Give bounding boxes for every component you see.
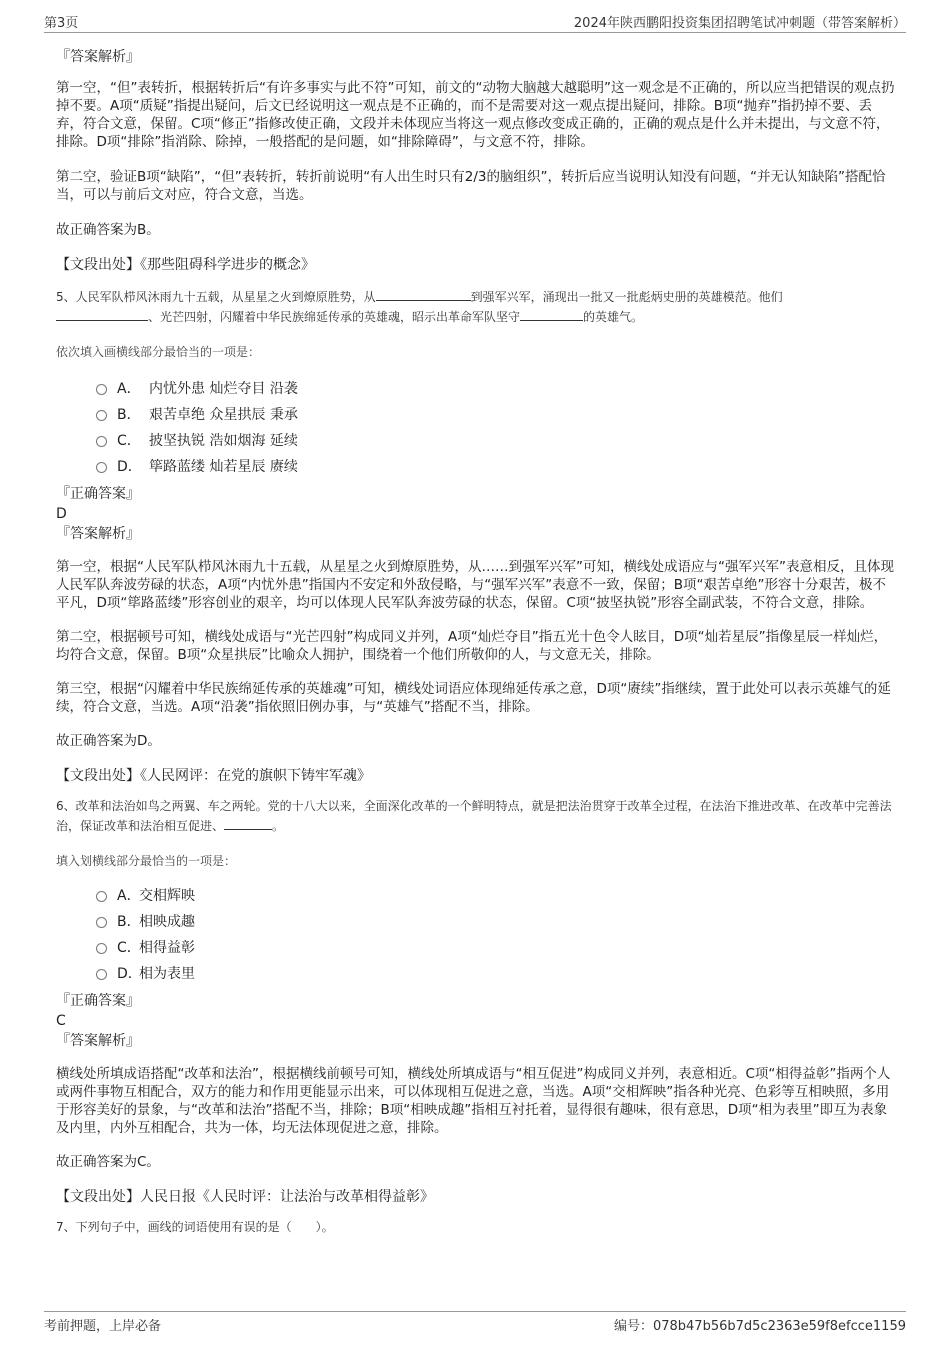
- radio-icon[interactable]: [96, 969, 107, 980]
- correct-answer: D: [56, 506, 67, 522]
- option-d[interactable]: D．相为表里: [96, 961, 896, 987]
- analysis-label: 『答案解析』: [56, 49, 140, 65]
- question-5: [56, 287, 896, 786]
- document-id: 编号：078b47b56b7d5c2363e59f8efcce1159: [613, 1319, 906, 1334]
- conclusion: 故正确答案为C。: [56, 1154, 160, 1170]
- blank-line: [56, 308, 148, 321]
- analysis-paragraph: 第二空，验证B项“缺陷”，“但”表转折，转折前说明“有人出生时只有2/3的脑组织”，转折后应当说明认知没有问题，“并无认知缺陷”搭配恰当，可以与前后文对应，符合文意，当选。: [56, 169, 886, 203]
- analysis-paragraph: 横线处所填成语搭配“改革和法治”，根据横线前顿号可知，横线处所填成语与“相互促进”构成同义并列，表意相近。C项“相得益彰”指两个人或两件事物互相配合，双方的能力和作用更能显示出来，可以体现相互促进之意，当选。A项“交相辉映”指各种光亮、色彩等互相映照，多用于形容美好的景象，与“改革和法治”搭配不当，排除；B项“相映成趣”指相互衬托着，显得很有趣味，很有意思，D项“相为表里”即互为表象及内里，内外互相配合，共为一体，均无法体现促进之意，排除。: [56, 1066, 891, 1136]
- page-header: [44, 10, 906, 33]
- options-list: [56, 376, 896, 480]
- blank-line: [520, 308, 583, 321]
- radio-icon[interactable]: [96, 891, 107, 902]
- conclusion: 故正确答案为B。: [56, 222, 160, 238]
- question-prompt: 填入划横线部分最恰当的一项是：: [56, 854, 237, 868]
- footer-slogan: 考前押题，上岸必备: [44, 1319, 162, 1334]
- question-7-stem: 7、下列句子中，画线的词语使用有误的是（ ）。: [56, 1220, 334, 1234]
- question-4-analysis: [56, 47, 896, 275]
- radio-icon[interactable]: [96, 462, 107, 473]
- question-stem: 5、人民军队栉风沐雨九十五载，从星星之火到燎原胜势，从 到强军兴军，涌现出一批又一批彪炳史册的英雄模范。他们 、光芒四射，闪耀着中华民族绵延传承的英雄魂，昭示出革命军队坚守 的英雄气。: [56, 290, 783, 324]
- correct-answer: C: [56, 1013, 66, 1029]
- option-a[interactable]: A．交相辉映: [96, 883, 896, 909]
- option-c[interactable]: C． 披坚执锐 浩如烟海 延续: [96, 428, 896, 454]
- conclusion: 故正确答案为D。: [56, 733, 161, 749]
- blank-line: [224, 817, 272, 830]
- analysis-paragraph: 第三空，根据“闪耀着中华民族绵延传承的英雄魂”可知，横线处词语应体现绵延传承之意，D项“赓续”指继续，置于此处可以表示英雄气的延续，符合文意，当选。A项“沿袭”指依照旧例办事，与“英雄气”搭配不当，排除。: [56, 681, 891, 715]
- radio-icon[interactable]: [96, 943, 107, 954]
- blank-line: [376, 288, 471, 301]
- question-stem: 6、改革和法治如鸟之两翼、车之两轮。党的十八大以来，全面深化改革的一个鲜明特点，就是把法治贯穿于改革全过程，在法治下推进改革、在改革中完善法治，保证改革和法治相互促进、 。: [56, 799, 892, 833]
- source-citation: 【文段出处】《人民网评：在党的旗帜下铸牢军魂》: [56, 768, 371, 784]
- radio-icon[interactable]: [96, 917, 107, 928]
- radio-icon[interactable]: [96, 384, 107, 395]
- option-b[interactable]: B． 艰苦卓绝 众星拱辰 秉承: [96, 402, 896, 428]
- answer-label: 『正确答案』: [56, 993, 140, 1009]
- radio-icon[interactable]: [96, 410, 107, 421]
- question-prompt: 依次填入画横线部分最恰当的一项是：: [56, 345, 261, 359]
- options-list: [56, 883, 896, 987]
- answer-label: 『正确答案』: [56, 486, 140, 502]
- page-number: 第3页: [44, 16, 79, 31]
- main-content: [56, 38, 896, 1237]
- analysis-label: 『答案解析』: [56, 1033, 140, 1049]
- analysis-paragraph: 第一空，“但”表转折，根据转折后“有许多事实与此不符”可知，前文的“动物大脑越大越聪明”这一观念是不正确的，所以应当把错误的观点扔掉不要。A项“质疑”指提出疑问，后文已经说明这一观点是不正确的，而不是需要对这一观点提出疑问，排除。B项“抛弃”指扔掉不要、丢弃，符合文意，保留。C项“修正”指修改使正确，文段并未体现应当将这一观点修改变成正确的，正确的观点是什么并未提出，与文意不符，排除。D项“排除”指消除、除掉，一般搭配的是问题，如“排除障碍”，与文意不符，排除。: [56, 80, 895, 150]
- option-a[interactable]: A． 内忧外患 灿烂夺目 沿袭: [96, 376, 896, 402]
- page-footer: [44, 1311, 906, 1336]
- radio-icon[interactable]: [96, 436, 107, 447]
- source-citation: 【文段出处】《那些阻碍科学进步的概念》: [56, 257, 315, 273]
- option-d[interactable]: D． 筚路蓝缕 灿若星辰 赓续: [96, 454, 896, 480]
- document-title: 2024年陕西鹏阳投资集团招聘笔试冲刺题（带答案解析）: [573, 16, 906, 31]
- option-b[interactable]: B．相映成趣: [96, 909, 896, 935]
- analysis-paragraph: 第一空，根据“人民军队栉风沐雨九十五载，从星星之火到燎原胜势，从……到强军兴军”可知，横线处成语应与“强军兴军”表意相反，且体现人民军队奔波劳碌的状态，A项“内忧外患”指国内不安定和外敌侵略，与“强军兴军”表意不一致，保留；B项“艰苦卓绝”形容十分艰苦，极不平凡，D项“筚路蓝缕”形容创业的艰辛，均可以体现人民军队奔波劳碌的状态，保留。C项“披坚执锐”形容全副武装，不符合文意，排除。: [56, 559, 894, 611]
- analysis-label: 『答案解析』: [56, 526, 140, 542]
- source-citation: 【文段出处】人民日报《人民时评：让法治与改革相得益彰》: [56, 1189, 434, 1205]
- option-c[interactable]: C．相得益彰: [96, 935, 896, 961]
- question-6: [56, 796, 896, 1207]
- analysis-paragraph: 第二空，根据顿号可知，横线处成语与“光芒四射”构成同义并列，A项“灿烂夺目”指五光十色令人眩目，D项“灿若星辰”指像星辰一样灿烂，均符合文意，保留。B项“众星拱辰”比喻众人拥护，围绕着一个他们所敬仰的人，与文意无关，排除。: [56, 629, 888, 663]
